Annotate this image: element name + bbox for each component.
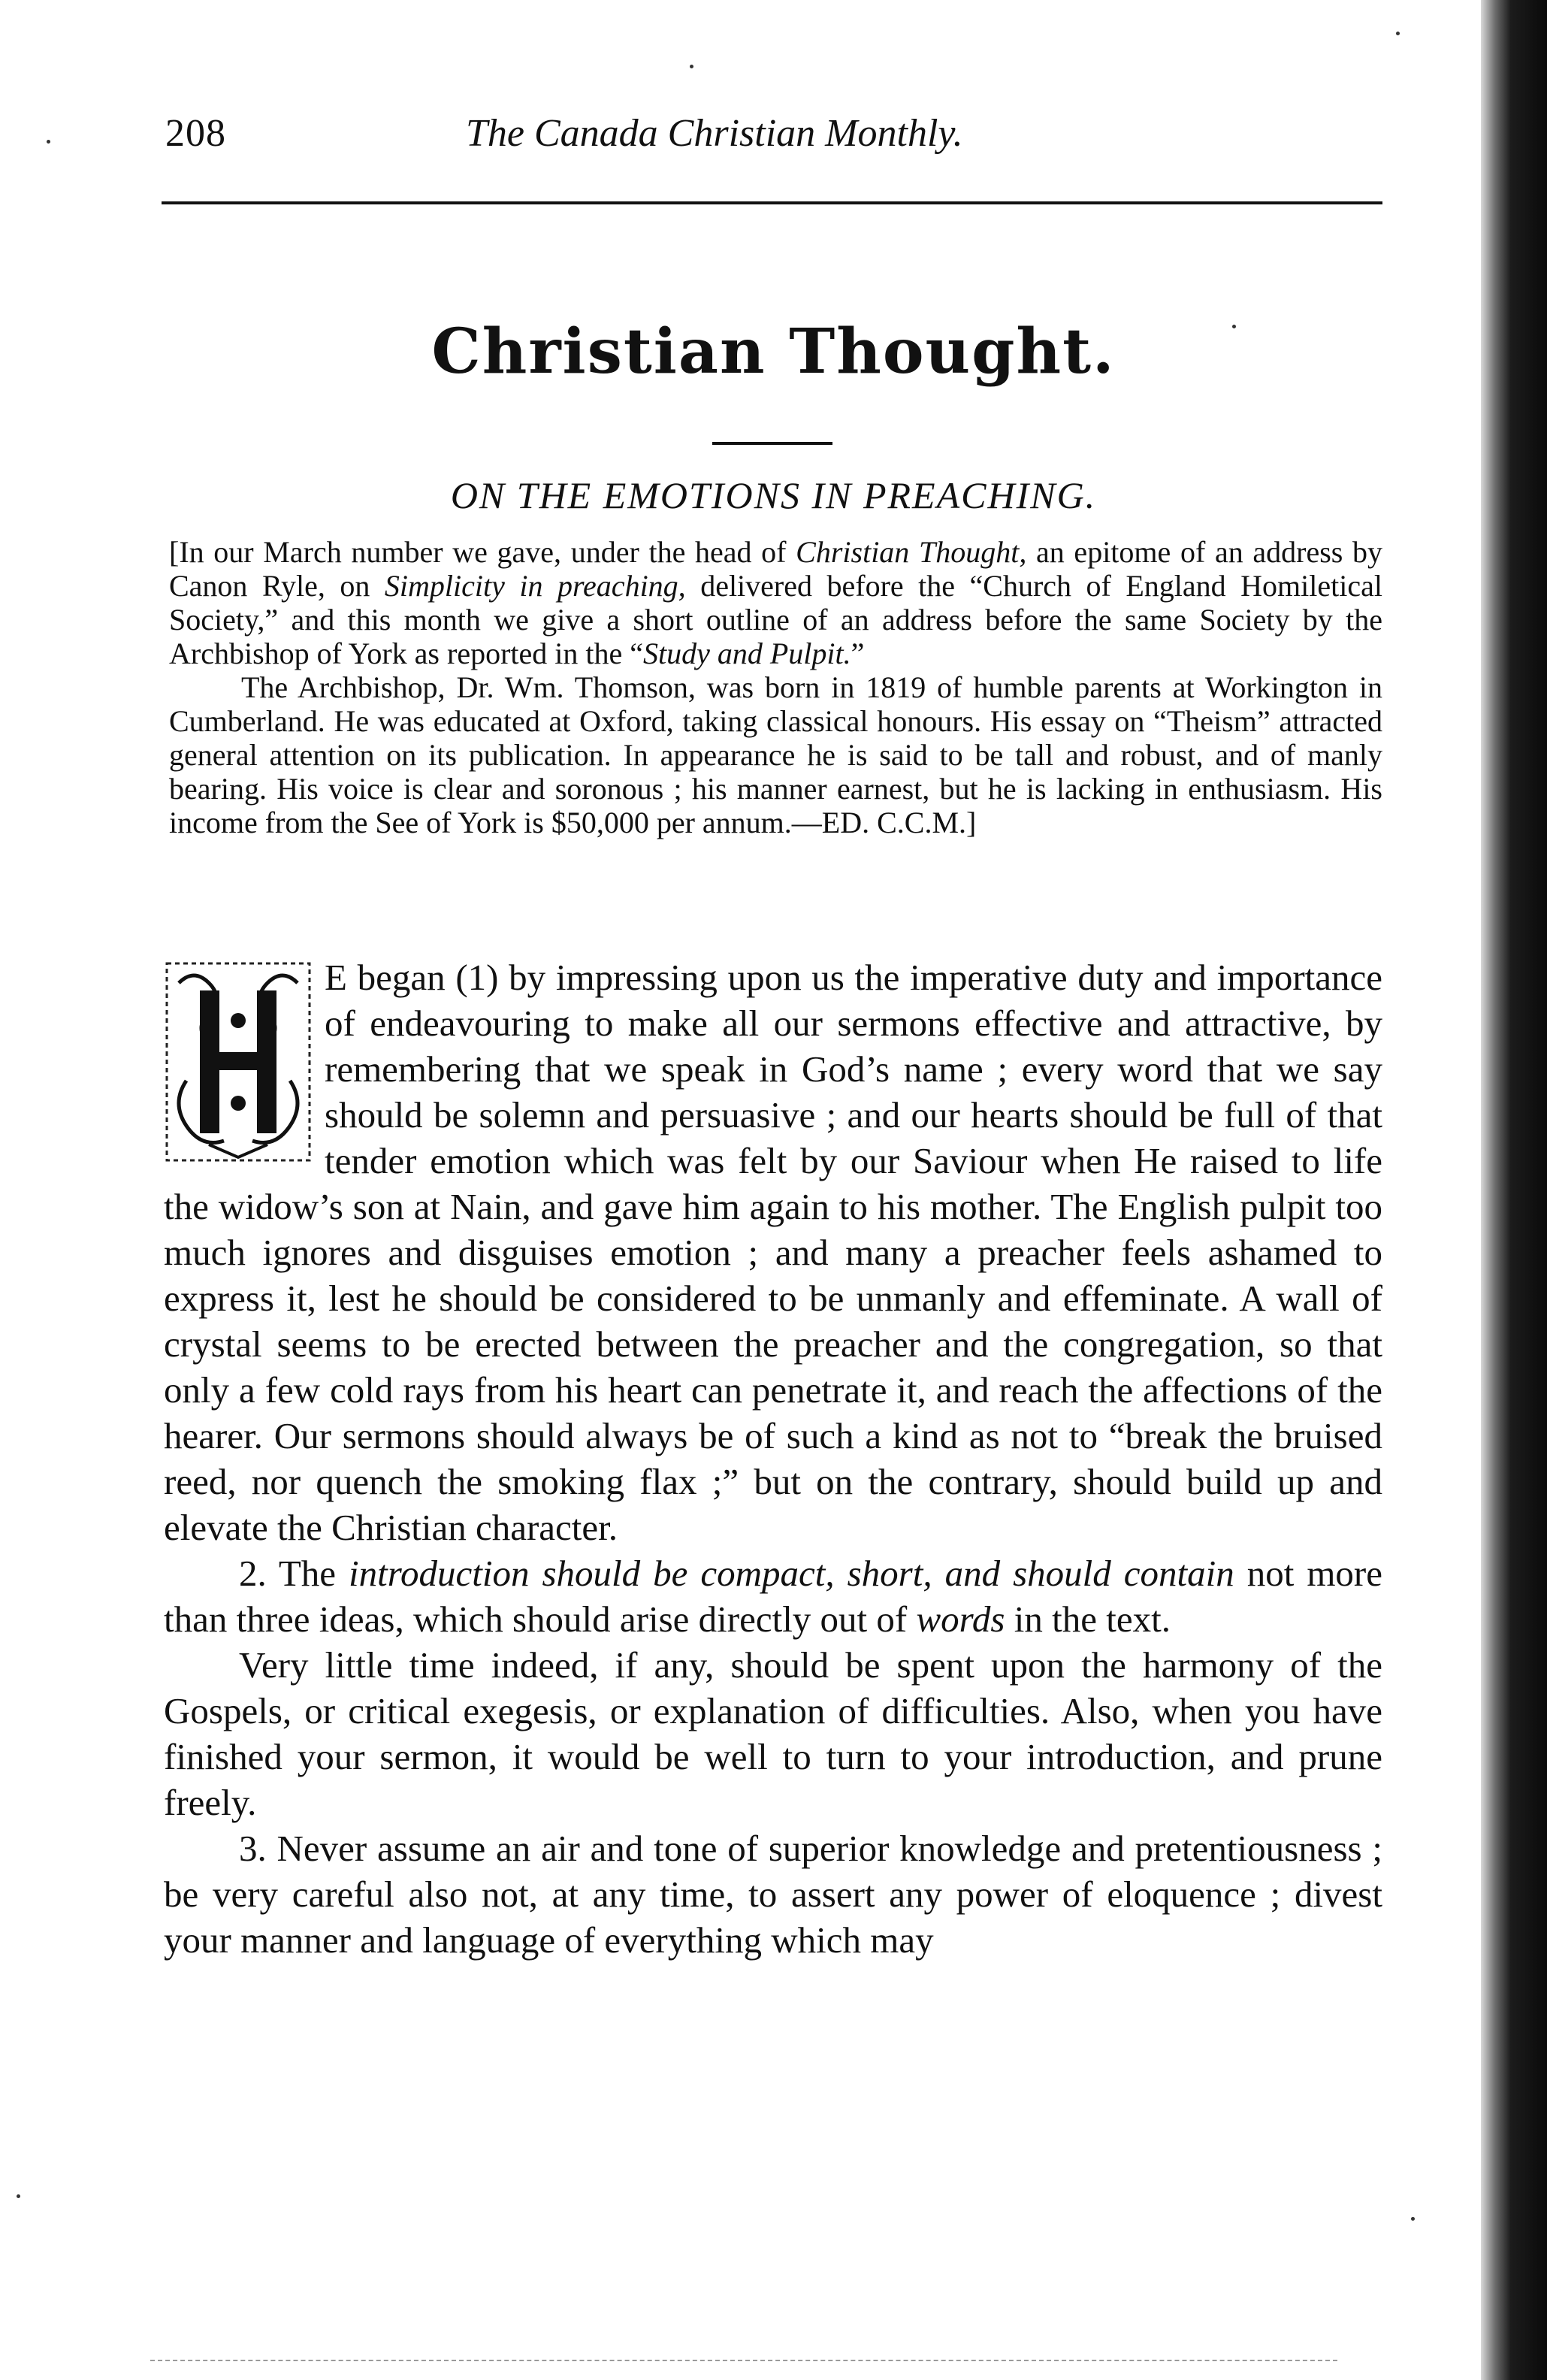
editor-note-paragraph-2: The Archbishop, Dr. Wm. Thomson, was born in 1819 of humble parents at Workington in Cumberland. He was educated at Oxford, taking classical honours. His essay on “Theism” attracted general attention on its publication. In appearance he is said to be tall and robust, and of manly bearing. His voice is clear and soronous ; his manner earnest, but he is lacking in enthusiasm. His income from the See of York is $50,000 per annum.—ED. C.C.M.] [169, 670, 1382, 839]
section-title: Christian Thought. [431, 316, 1116, 388]
page-number: 208 [165, 112, 226, 155]
title-rule [712, 442, 832, 445]
body-paragraph-3: Very little time indeed, if any, should be spent upon the harmony of the Gospels, or critical exegesis, or explanation of difficulties. Also, when you have finished your sermon, it would be well to turn to your introduction, and prune freely. [164, 1644, 1382, 1823]
body-italic: introduction should be compact, short, and should contain [349, 1553, 1234, 1594]
body-paragraph-4: 3. Never assume an air and tone of superior knowledge and pretentiousness ; be very careful also not, at any time, to assert any power of eloquence ; divest your manner and language of everything which may [164, 1828, 1382, 1961]
editor-note-italic: Christian Thought, [796, 535, 1027, 569]
running-title: The Canada Christian Monthly. [466, 112, 963, 155]
editor-note-italic: Study and Pulpit. [643, 637, 851, 670]
header-rule [162, 201, 1382, 204]
editor-note-text: an epitome of an address by Canon Ryle, on [169, 535, 1382, 603]
decorative-dropcap [164, 960, 313, 1163]
article-body [164, 954, 1382, 1963]
scan-speck [1411, 2217, 1415, 2221]
body-paragraph-1: E began (1) by impressing upon us the imperative duty and importance of endeavouring to make all our sermons effective and attractive, by remembering that we speak in God’s name ; every word that we say should be solemn and persuasive ; and our hearts should be full of that tender emotion which was felt by our Saviour when He raised to life the widow’s son at Nain, and gave him again to his mother. The English pulpit too much ignores and disguises emotion ; and many a preacher feels ashamed to express it, lest he should be considered to be unmanly and effeminate. A wall of crystal seems to be erected between the preacher and the congregation, so that only a few cold rays from his heart can penetrate it, and reach the affections of the hearer. Our sermons should always be of such a kind as not to “break the bruised reed, nor quench the smoking flax ;” but on the contrary, should build up and elevate the Christian character. [164, 957, 1382, 1548]
dropcap-letter [164, 960, 313, 1163]
editor-note-text: [In our March number we gave, under the head of [169, 535, 796, 569]
editor-note [169, 535, 1382, 839]
running-header [150, 111, 1382, 164]
scan-speck [1232, 325, 1236, 328]
editor-note-text: delivered before the “Church of England Homiletical Society,” and this month we give a short outline of an address before the same Society by the Archbishop of York as reported in the “ [169, 569, 1382, 670]
body-text: 2. The [239, 1553, 349, 1594]
body-italic: words [916, 1598, 1005, 1640]
scan-speck [17, 2194, 20, 2198]
bottom-scan-mark [150, 2360, 1337, 2363]
body-text: in the text. [1005, 1598, 1171, 1640]
editor-note-italic: Simplicity in preaching, [384, 569, 686, 603]
editor-note-paragraph-1 [169, 535, 1382, 670]
body-text: not more than three ideas, which should arise directly out of [164, 1553, 1383, 1640]
scan-speck [47, 140, 50, 144]
scan-speck [690, 65, 693, 68]
scan-speck [1396, 32, 1400, 35]
editor-note-text: ” [851, 637, 865, 670]
body-paragraph-2 [164, 1550, 1382, 1642]
article-heading: ON THE EMOTIONS IN PREACHING. [450, 474, 1097, 516]
